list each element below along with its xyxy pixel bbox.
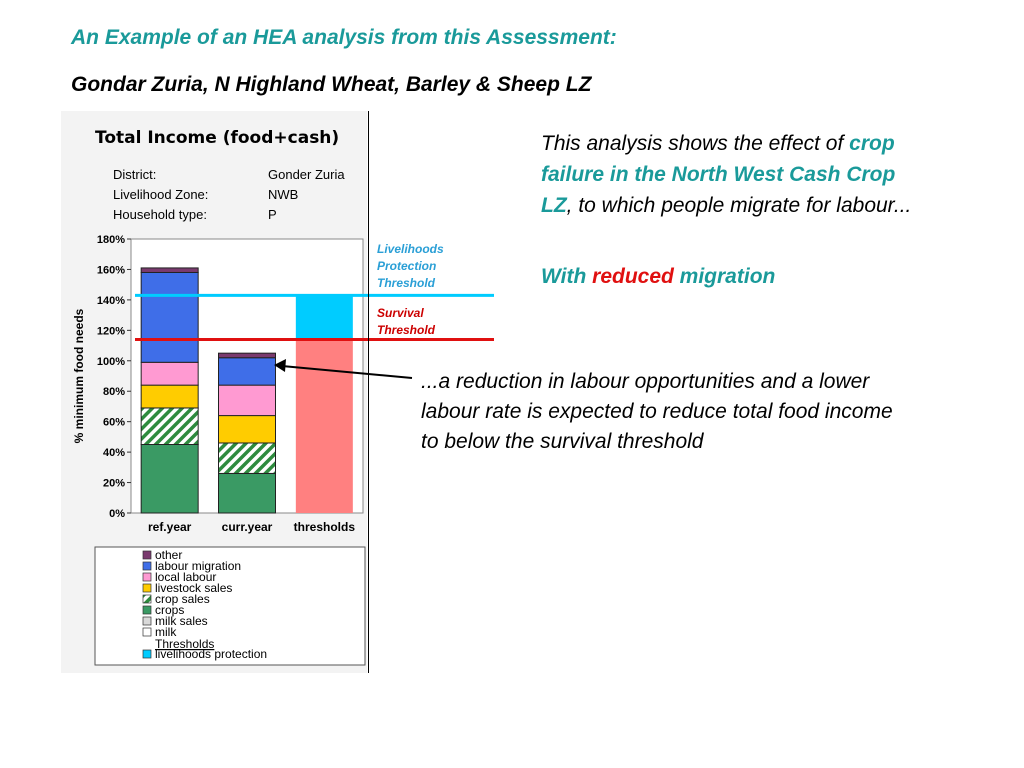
legend-label: local labour bbox=[155, 570, 217, 584]
legend-label: crops bbox=[155, 603, 185, 617]
migration-word: migration bbox=[673, 265, 776, 288]
bar-segment-livelihoods_protection bbox=[296, 295, 353, 339]
bar-segment-local_labour bbox=[141, 362, 198, 385]
slide-title: An Example of an HEA analysis from this Assessment: bbox=[71, 26, 617, 49]
vertical-divider bbox=[368, 111, 369, 673]
bar-segment-crop_sales bbox=[219, 443, 276, 473]
reduced-migration-label bbox=[541, 265, 775, 289]
info-label: Household type: bbox=[113, 207, 207, 222]
analysis-text-start: This analysis shows the effect of bbox=[541, 132, 850, 155]
y-tick-label: 180% bbox=[96, 234, 125, 246]
analysis-text bbox=[541, 128, 926, 221]
slide-subtitle: Gondar Zuria, N Highland Wheat, Barley & Sheep LZ bbox=[71, 73, 592, 96]
bar-segment-crops bbox=[219, 473, 276, 513]
y-tick-label: 100% bbox=[96, 355, 125, 368]
with-word: With bbox=[541, 265, 593, 288]
x-tick-label: thresholds bbox=[293, 520, 356, 534]
y-tick-label: 80% bbox=[102, 386, 125, 399]
legend-swatch-livelihoods_protection bbox=[143, 650, 151, 658]
legend-label: livelihoods protection bbox=[155, 647, 268, 661]
legend-label: other bbox=[155, 548, 183, 562]
legend-swatch-milk bbox=[143, 628, 151, 636]
bar-segment-livestock_sales bbox=[219, 416, 276, 443]
legend-swatch-crop_sales bbox=[143, 595, 151, 603]
analysis-text-end: , to which people migrate for labour... bbox=[566, 194, 912, 217]
legend-heading: Thresholds bbox=[155, 637, 215, 651]
info-label: Livelihood Zone: bbox=[113, 187, 209, 202]
bar-segment-survival bbox=[296, 339, 353, 513]
legend-swatch-livestock_sales bbox=[143, 584, 151, 592]
x-tick-label: curr.year bbox=[221, 520, 273, 534]
bar-segment-labour_migration bbox=[141, 272, 198, 362]
info-value: NWB bbox=[268, 187, 299, 202]
bar-segment-crops bbox=[141, 445, 198, 514]
legend-label: livestock sales bbox=[155, 581, 233, 595]
y-tick-label: 120% bbox=[96, 325, 125, 338]
bar-segment-other bbox=[141, 268, 198, 273]
bar-segment-local_labour bbox=[219, 385, 276, 415]
info-label: District: bbox=[113, 167, 157, 182]
legend-label: milk bbox=[155, 625, 177, 639]
y-tick-label: 0% bbox=[109, 508, 125, 520]
y-tick-label: 140% bbox=[96, 294, 125, 307]
legend-label: crop sales bbox=[155, 592, 210, 606]
y-axis-label: % minimum food needs bbox=[72, 308, 86, 444]
bar-segment-livestock_sales bbox=[141, 385, 198, 408]
chart-info bbox=[113, 167, 345, 222]
info-value: Gonder Zuria bbox=[268, 167, 345, 182]
reduction-text: ...a reduction in labour opportunities and a lower labour rate is expected to reduce total food income to below the survival threshold bbox=[421, 370, 893, 453]
chart-title: Total Income (food+cash) bbox=[95, 128, 340, 148]
y-tick-label: 60% bbox=[102, 416, 125, 429]
info-value: P bbox=[268, 207, 277, 222]
bar-segment-labour_migration bbox=[219, 358, 276, 385]
legend-swatch-other bbox=[143, 551, 151, 559]
legend-label: milk sales bbox=[155, 614, 208, 628]
bar-segment-crop_sales bbox=[141, 408, 198, 445]
livelihoods-threshold-label: Livelihoods Protection Threshold bbox=[377, 242, 444, 290]
y-tick-label: 160% bbox=[96, 264, 125, 277]
legend-swatch-milk_sales bbox=[143, 617, 151, 625]
bar-segment-other bbox=[219, 353, 276, 358]
analysis-highlight: crop failure in the North West Cash Crop LZ bbox=[541, 132, 896, 217]
legend-label: labour migration bbox=[155, 559, 242, 573]
legend bbox=[95, 547, 365, 665]
legend-swatch-crops bbox=[143, 606, 151, 614]
x-tick-label: ref.year bbox=[147, 520, 192, 534]
y-tick-label: 40% bbox=[102, 447, 125, 460]
reduced-word: reduced bbox=[592, 265, 674, 288]
survival-threshold-label: Survival Threshold bbox=[377, 306, 436, 337]
legend-swatch-labour_migration bbox=[143, 562, 151, 570]
y-tick-label: 20% bbox=[102, 477, 125, 490]
legend-swatch-local_labour bbox=[143, 573, 151, 581]
